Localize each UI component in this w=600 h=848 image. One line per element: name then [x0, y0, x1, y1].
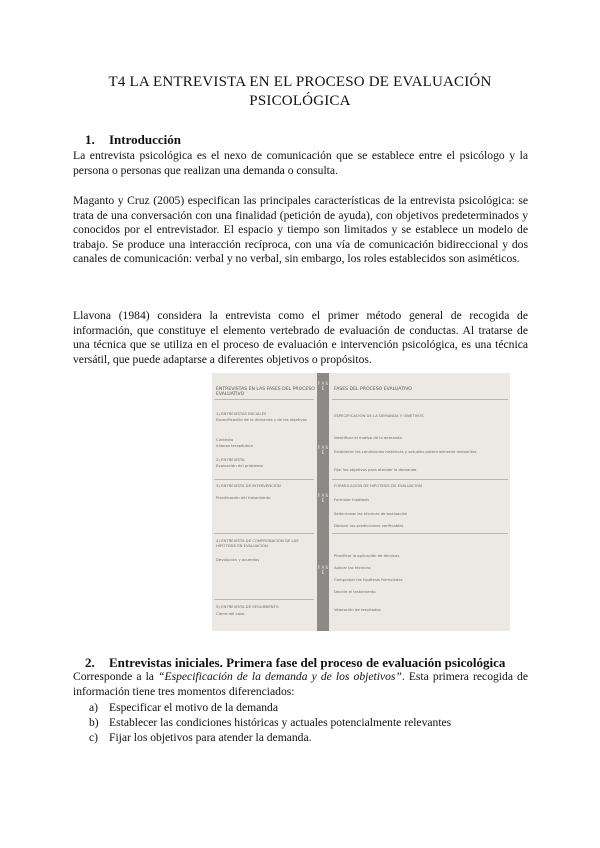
- divider: [214, 533, 314, 534]
- figure-cell: Aplicar las técnicas: [334, 565, 371, 570]
- section-2-heading: [85, 655, 505, 671]
- list-item-text: Establecer las condiciones históricas y actuales potencialmente relevantes: [109, 716, 452, 729]
- intro-italic: “Especificación de la demanda y de los objetivos”: [158, 670, 402, 683]
- figure-cell: Planificación del tratamiento: [216, 495, 271, 500]
- figure-cell: Contexto: [216, 437, 234, 442]
- figure-cell: Fijar los objetivos para atender la demanda: [334, 467, 417, 472]
- figure-cell: Planificar la aplicación de técnicas: [334, 553, 400, 558]
- title-line-1: T4 LA ENTREVISTA EN EL PROCESO DE EVALUACIÓN: [108, 74, 492, 90]
- paragraph: Maganto y Cruz (2005) especifican las principales características de la entrevista psicológica: se trata de una conversación con una finalidad (petición de ayuda), con objetivos predeterminados y conocidos por el entrevistador. El espacio y tiempo son limitados y se establece un modelo de trabajo. Se produce una interacción recíproca, con una vía de comunicación bidireccional y dos canales de comunicación: verbal y no verbal, sin embargo, los roles establecidos son asiméticos.: [73, 194, 528, 265]
- figure-cell: Identificar el motivo de la demanda: [334, 435, 402, 440]
- figure-cell: 2) ENTREVISTA: [216, 457, 245, 462]
- moments-list: [89, 700, 451, 745]
- figure-cell: Cierre del caso: [216, 611, 245, 616]
- section-number: 2.: [85, 655, 95, 670]
- figure-cell: FORMULACIÓN DE HIPÓTESIS DE EVALUACIÓN: [334, 483, 422, 488]
- list-item: [89, 730, 451, 745]
- title-line-2: PSICOLÓGICA: [249, 93, 351, 109]
- section-title: Entrevistas iniciales. Primera fase del proceso de evaluación psicológica: [109, 655, 506, 670]
- figure-cell: Especificación de la demanda y de los objetivos: [216, 417, 307, 422]
- figure-cell: ESPECIFICACIÓN DE LA DEMANDA Y OBJETIVOS: [334, 413, 424, 418]
- document-title: [60, 73, 540, 111]
- figure-cell: 4) ENTREVISTA DE COMPROBACIÓN DE LAS HIPÓTESIS EN EVALUACIÓN: [216, 538, 299, 548]
- figure-right-column: [329, 373, 510, 631]
- figure-cell: Comprobar las hipótesis formuladas: [334, 577, 403, 582]
- list-item-text: Especificar el motivo de la demanda: [109, 701, 279, 714]
- list-item: [89, 700, 451, 715]
- paragraph: Llavona (1984) considera la entrevista como el primer método general de recogida de información, que constituye el elemento vertebrado de evaluación de conductas. Al tratarse de una técnica que se utiliza en el proceso de evaluación e intervención psicológica, es una técnica versátil, que puede adaptarse a diferentes objetivos o propósitos.: [73, 309, 528, 366]
- figure-cell: Decidir el tratamiento: [334, 589, 376, 594]
- figure-cell: Alianza terapéutica: [216, 443, 253, 448]
- divider: [214, 399, 314, 400]
- figure-cell: Evaluación del problema: [216, 463, 263, 468]
- divider: [332, 399, 508, 400]
- intro-text: . Esta primera recogida de información tiene tres momentos diferenciados:: [73, 670, 529, 698]
- figure-cell: Devolución y acuerdos: [216, 557, 260, 562]
- figure-cell: Seleccionar las técnicas de evaluación: [334, 511, 408, 516]
- paragraph: La entrevista psicológica es el nexo de comunicación que se establece entre el psicólogo y la persona o personas que realizan una demanda o consulta.: [73, 149, 528, 177]
- figure-cell: Formular hipótesis: [334, 497, 370, 502]
- divider: [214, 599, 314, 600]
- phases-table-figure: [212, 373, 510, 631]
- figure-cell: 1) ENTREVISTAS INICIALES: [216, 411, 267, 416]
- list-marker: c): [89, 731, 99, 744]
- figure-cell: Establecer las condiciones históricas y actuales potencialmente relevantes: [334, 449, 477, 454]
- intro-text: Corresponde a la: [73, 670, 159, 683]
- figure-cell: Deducir las predicciones verificables: [334, 523, 404, 528]
- paragraph: [73, 670, 528, 699]
- phase-label: F A S E: [317, 565, 329, 575]
- divider: [332, 479, 508, 480]
- figure-cell: 5) ENTREVISTA DE SEGUIMIENTO: [216, 604, 279, 609]
- section-1-heading: [85, 132, 181, 148]
- figure-phase-band: [317, 373, 329, 631]
- phase-label: F A S E: [317, 445, 329, 455]
- figure-right-header: FASES DEL PROCESO EVALUATIVO: [334, 387, 412, 392]
- divider: [332, 533, 508, 534]
- phase-label: F A S E: [317, 381, 329, 391]
- figure-left-header: ENTREVISTAS EN LAS FASES DEL PROCESO EVALUATIVO: [216, 387, 315, 397]
- list-marker: a): [89, 701, 99, 714]
- list-marker: b): [89, 716, 99, 729]
- section-title: Introducción: [109, 132, 181, 147]
- figure-cell: Valoración de resultados: [334, 607, 381, 612]
- figure-left-column: [212, 373, 317, 631]
- list-item: [89, 715, 451, 730]
- section-number: 1.: [85, 132, 95, 147]
- figure-cell: 3) ENTREVISTA DE INTERVENCIÓN: [216, 483, 281, 488]
- phase-label: F A S E: [317, 493, 329, 503]
- list-item-text: Fijar los objetivos para atender la demanda.: [109, 731, 312, 744]
- divider: [214, 479, 314, 480]
